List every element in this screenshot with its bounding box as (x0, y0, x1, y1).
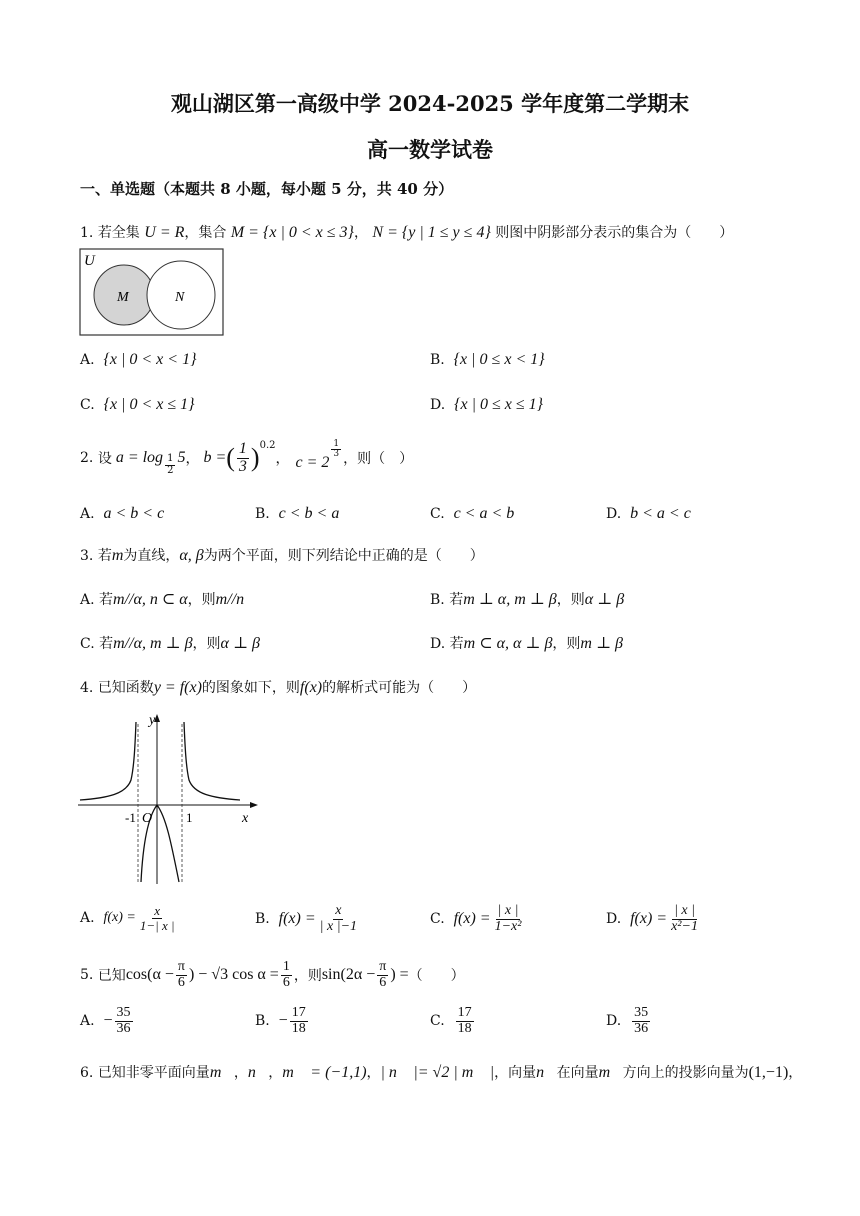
q5-option-b[interactable]: B. − $\frac{17}{18}$ (255, 1005, 306, 1036)
set-m-expr: M = {x | 0 < x ≤ 3} (230, 224, 354, 241)
venn-m-label: M (117, 290, 129, 305)
q5-option-a[interactable]: A. − $\frac{35}{36}$ (80, 1005, 131, 1036)
q3-option-c[interactable]: C. 若m//α, m ⊥ β，则α ⊥ β (80, 635, 260, 652)
graph-pos-one-label: 1 (186, 810, 193, 825)
q4-option-a[interactable]: A. f(x) = $\frac{x}{1-| x |}$ (80, 903, 175, 933)
question-1-stem: 1. 若全集 U = R，集合 M = {x | 0 < x ≤ 3}， N = {y | 1 ≤ y ≤ 4} 则图中阴影部分表示的集合为（ ） (80, 224, 734, 241)
q5-option-c[interactable]: C. $\frac{17}{18}$ (430, 1005, 472, 1036)
q2-option-d[interactable]: D. b < a < c (606, 505, 691, 522)
q2-option-c[interactable]: C. c < a < b (430, 505, 515, 522)
q3-option-d[interactable]: D. 若m ⊂ α, α ⊥ β，则m ⊥ β (430, 635, 623, 652)
question-3-stem: 3. 若m为直线，α, β为两个平面，则下列结论中正确的是（ ） (80, 547, 484, 564)
graph-y-label: y (149, 713, 156, 728)
q1-option-d[interactable]: D. {x | 0 ≤ x ≤ 1} (430, 396, 544, 413)
q5-option-d[interactable]: D. $\frac{35}{36}$ (606, 1005, 649, 1036)
graph-origin-label: O (142, 811, 153, 826)
function-graph (78, 712, 258, 884)
question-6-stem: 6. 已知非零平面向量m⃗，n⃗，m⃗ = (−1,1)，| n⃗ |= √2 | m⃗ |，向量n⃗在向量m⃗方向上的投影向量为(1,−1)， (80, 1064, 803, 1081)
graph-neg-one-label: -1 (125, 810, 136, 825)
section-heading: 一、单选题（本题共 8 小题，每小题 5 分，共 40 分） (80, 180, 454, 198)
q4-option-b[interactable]: B. f(x) = $\frac{x}{| x |-1}$ (255, 903, 358, 934)
venn-u-label: U (84, 253, 95, 269)
question-4-stem: 4. 已知函数y = f(x)的图象如下，则f(x)的解析式可能为（ ） (80, 679, 477, 696)
venn-n-label: N (175, 290, 185, 305)
q1-option-c[interactable]: C. {x | 0 < x ≤ 1} (80, 396, 195, 413)
q3-option-a[interactable]: A. 若m//α, n ⊂ α，则m//n (80, 591, 245, 608)
exam-subtitle: 高一数学试卷 (367, 137, 493, 162)
q1-option-a[interactable]: A. {x | 0 < x < 1} (80, 351, 197, 368)
q2-option-a[interactable]: A. a < b < c (80, 505, 165, 522)
universal-set-expr: U = R (144, 224, 185, 241)
question-5-stem: 5. 已知 cos(α − $\frac{\pi}{6}$ ) − √3 cos α = $\frac{1}{6}$ ，则 sin(2α − $\frac{\pi}{6}$ ) = （ ） (80, 959, 465, 990)
q2-option-b[interactable]: B. c < b < a (255, 505, 340, 522)
question-2-stem: 2. 设 a = log $\frac{1}{2}$ 5 ， b = ( $\frac{1}{3}$ ) 0.2 ， c = 2 $\frac{1}{3}$ ，则（ ） (80, 439, 414, 476)
q4-option-c[interactable]: C. f(x) = $\frac{| x |}{\text{1−x²}}$ (430, 903, 522, 934)
venn-diagram (79, 248, 225, 338)
set-n-expr: N = {y | 1 ≤ y ≤ 4} (372, 224, 491, 241)
exam-title: 观山湖区第一高级中学 2024-2025 学年度第二学期末 (170, 91, 690, 116)
q3-option-b[interactable]: B. 若m ⊥ α, m ⊥ β，则α ⊥ β (430, 591, 625, 608)
graph-x-label: x (242, 811, 249, 826)
q1-option-b[interactable]: B. {x | 0 ≤ x < 1} (430, 351, 545, 368)
q4-option-d[interactable]: D. f(x) = $\frac{| x |}{\text{x²−1}}$ (606, 903, 698, 934)
